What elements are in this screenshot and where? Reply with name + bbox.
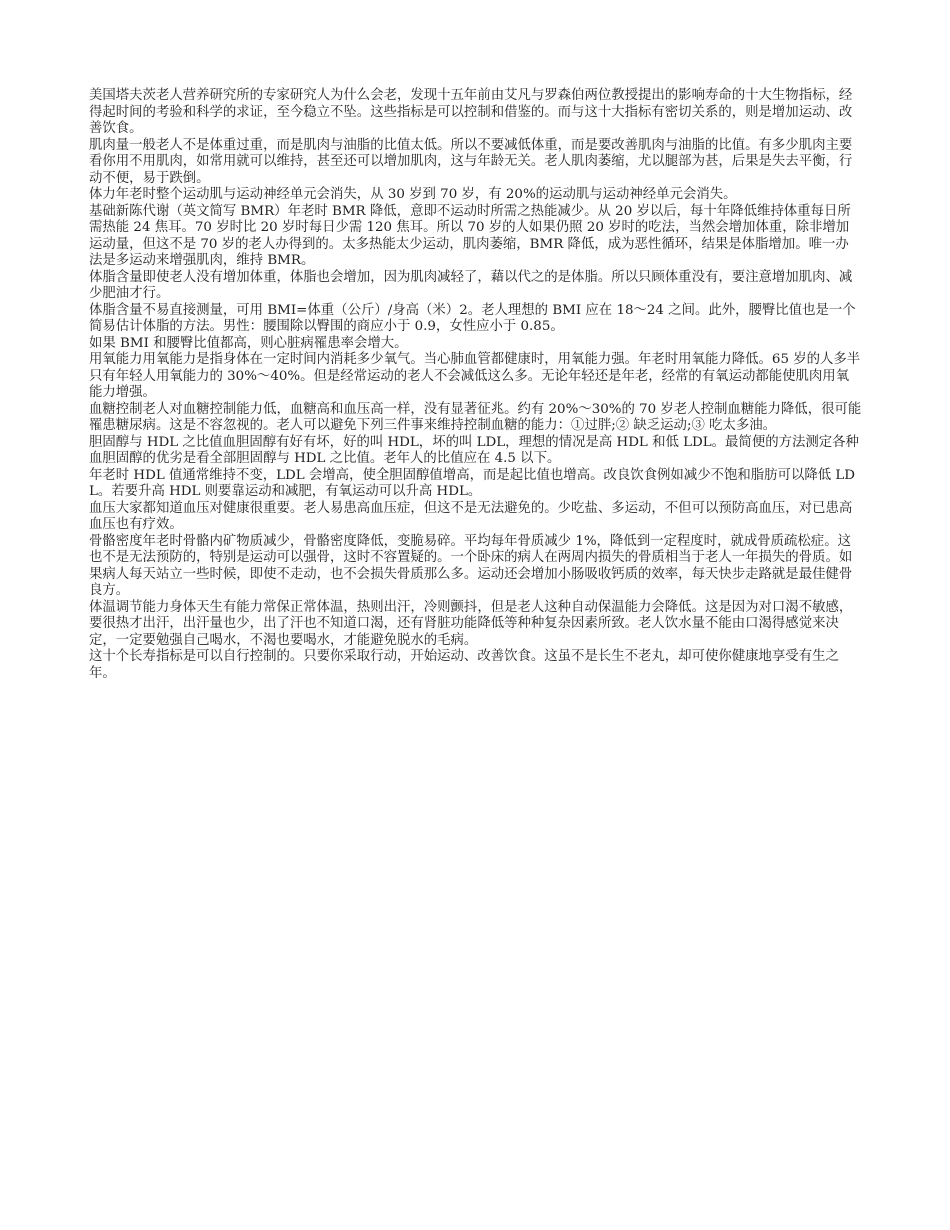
document-body bbox=[89, 88, 862, 682]
paragraph-bmi: 体脂含量不易直接测量，可用 BMI=体重（公斤）/身高（米）2。老人理想的 BMI 应在 18～24 之间。此外，腰臀比值也是一个简易估计体脂的方法。男性：腰围除以臀围的商应小于 0.9，女性应小于 0.85。 bbox=[89, 302, 856, 334]
paragraph-intro: 美国塔夫茨老人营养研究所的专家研究人为什么会老，发现十五年前由艾凡与罗森伯两位教授提出的影响寿命的十大生物指标，经得起时间的考验和科学的求证，至今稳立不坠。这些指标是可以控制和借鉴的。而与这十大指标有密切关系的，则是增加运动、改善饮食。 bbox=[89, 88, 853, 136]
paragraph-oxygen-capacity: 用氧能力用氧能力是指身体在一定时间内消耗多少氧气。当心肺血管都健康时，用氧能力强。年老时用氧能力降低。65 岁的人多半只有年轻人用氧能力的 30%～40%。但是经常运动的老人不会减低这么多。无论年轻还是年老，经常的有氧运动都能使肌肉用氧能力增强。 bbox=[89, 352, 861, 400]
paragraph-strength: 体力年老时整个运动肌与运动神经单元会消失，从 30 岁到 70 岁，有 20%的运动肌与运动神经单元会消失。 bbox=[89, 187, 737, 202]
paragraph-cholesterol: 胆固醇与 HDL 之比值血胆固醇有好有坏，好的叫 HDL，坏的叫 LDL，理想的情况是高 HDL 和低 LDL。最简便的方法测定各种血胆固醇的优劣是看全部胆固醇与 HDL 之比值。老年人的比值应在 4.5 以下。 bbox=[89, 434, 859, 466]
paragraph-hdl-ldl: 年老时 HDL 值通常维持不变，LDL 会增高，使全胆固醇值增高，而是起比值也增高。改良饮食例如减少不饱和脂肪可以降低 LDL。若要升高 HDL 则要靠运动和减肥，有氧运动可以升高 HDL。 bbox=[89, 467, 856, 499]
paragraph-conclusion: 这十个长寿指标是可以自行控制的。只要你采取行动，开始运动、改善饮食。这虽不是长生不老丸，却可使你健康地享受有生之年。 bbox=[89, 649, 839, 681]
paragraph-body-fat: 体脂含量即使老人没有增加体重，体脂也会增加，因为肌肉减轻了，藉以代之的是体脂。所以只顾体重没有，要注意增加肌肉、减少肥油才行。 bbox=[89, 269, 853, 301]
paragraph-blood-sugar: 血糖控制老人对血糖控制能力低，血糖高和血压高一样，没有显著征兆。约有 20%～30%的 70 岁老人控制血糖能力降低，很可能罹患糖尿病。这是不容忽视的。老人可以避免下列三件事来维持控制血糖的能力：①过胖;② 缺乏运动;③ 吃太多油。 bbox=[89, 401, 862, 433]
paragraph-bone-density: 骨骼密度年老时骨骼内矿物质减少，骨骼密度降低，变脆易碎。平均每年骨质减少 1%，降低到一定程度时，就成骨质疏松症。这也不是无法预防的，特别是运动可以强骨，这时不容置疑的。一个卧床的病人在两周内损失的骨质相当于老人一年损失的骨质。如果病人每天站立一些时候，即使不走动，也不会损失骨质那么多。运动还会增加小肠吸收钙质的效率，每天快步走路就是最佳健骨良方。 bbox=[89, 533, 853, 598]
paragraph-blood-pressure: 血压大家都知道血压对健康很重要。老人易患高血压症，但这不是无法避免的。少吃盐、多运动，不但可以预防高血压，对已患高血压也有疗效。 bbox=[89, 500, 853, 532]
paragraph-temperature: 体温调节能力身体天生有能力常保正常体温，热则出汗，冷则颤抖，但是老人这种自动保温能力会降低。这是因为对口渴不敏感，要很热才出汗，出汗量也少，出了汗也不知道口渴，还有肾脏功能降低等种种复杂因素所致。老人饮水量不能由口渴得感觉来决定，一定要勉强自己喝水，不渴也要喝水，才能避免脱水的毛病。 bbox=[89, 599, 853, 648]
paragraph-heart-risk: 如果 BMI 和腰臀比值都高，则心脏病罹患率会增大。 bbox=[89, 335, 408, 351]
paragraph-muscle-mass: 肌肉量一般老人不是体重过重，而是肌肉与油脂的比值太低。所以不要减低体重，而是要改善肌肉与油脂的比值。有多少肌肉主要看你用不用肌肉，如常用就可以维持，甚至还可以增加肌肉，这与年龄无关。老人肌肉萎缩，尤以腿部为甚，后果是失去平衡，行动不便，易于跌倒。 bbox=[89, 137, 853, 186]
paragraph-bmr: 基础新陈代谢（英文简写 BMR）年老时 BMR 降低，意即不运动时所需之热能减少。从 20 岁以后，每十年降低维持体重每日所需热能 24 焦耳。70 岁时比 20 岁时每日少需 120 焦耳。所以 70 岁的人如果仍照 20 岁时的吃法，当然会增加体重，除非增加运动量，但这不是 70 岁的老人办得到的。太多热能太少运动，肌肉萎缩，BMR 降低，成为恶性循环，结果是体脂增加。唯一办法是多运动来增强肌肉，维持 BMR。 bbox=[89, 203, 851, 268]
